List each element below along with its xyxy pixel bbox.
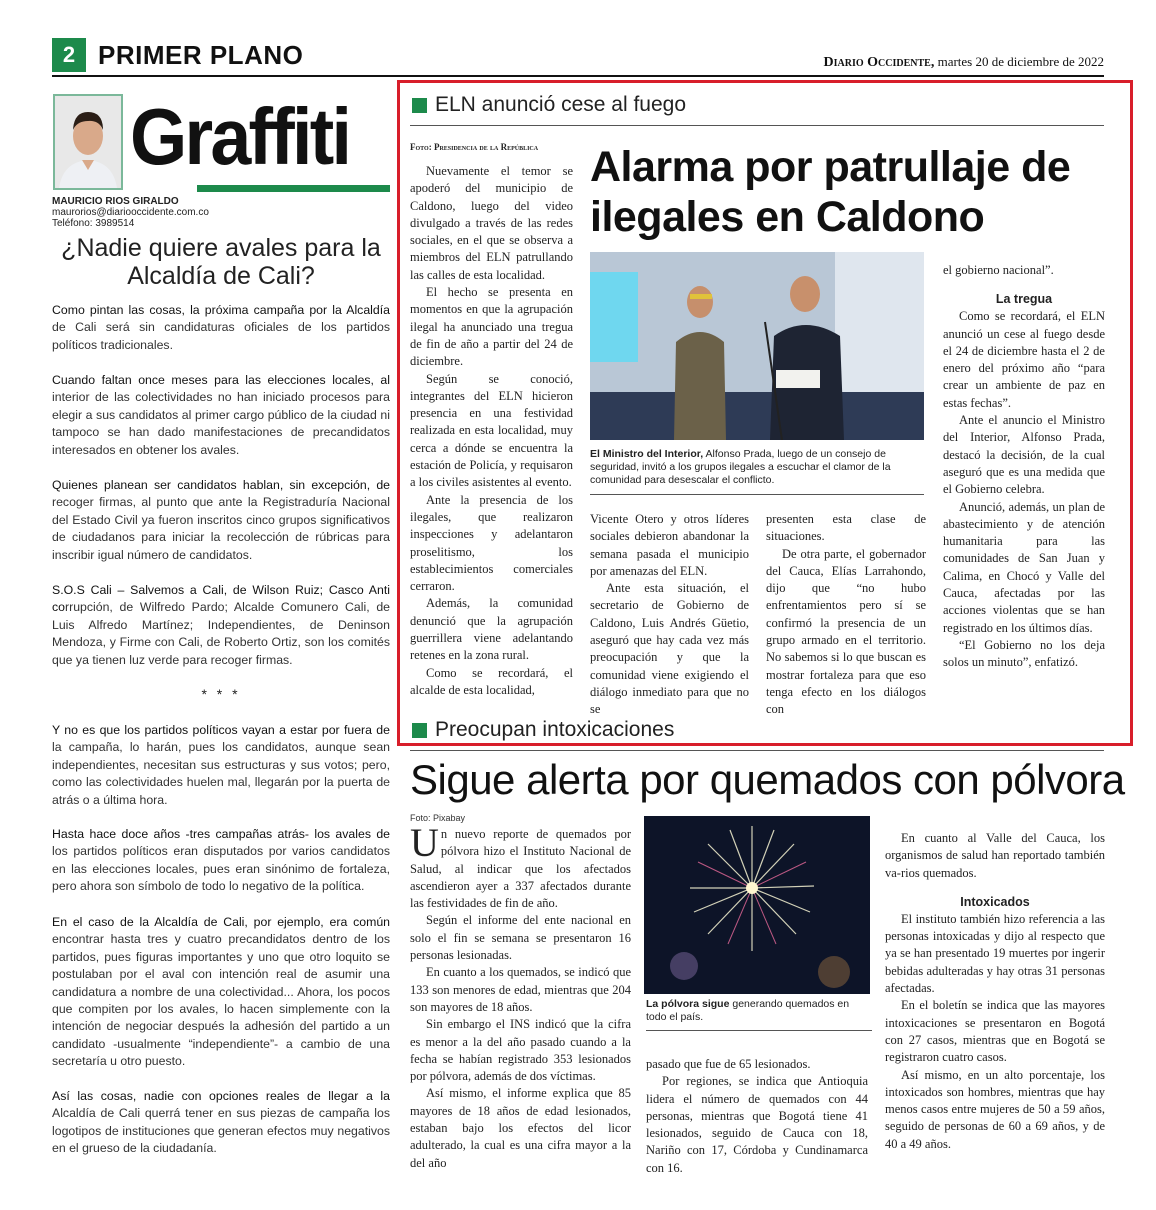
- caption-text: Alfonso Prada, luego de un consejo de seguridad, invitó a los grupos ilegales a escuchar el clamor de la comunidad para desescalar el conflicto.: [590, 448, 891, 486]
- paragraph: Además, la comunidad denunció que la agrupación guerrillera viene adelantando retenes en la zona rural.: [410, 596, 573, 663]
- paragraph: Anunció, además, un plan de abastecimiento y de atención humanitaria para las comunidades de San Juan y Calima, en Chocó y Valle del Cauca, afectadas por las acciones violentas que se han registrado en los últimos días.: [943, 499, 1105, 635]
- caption-rule: [590, 494, 924, 495]
- paragraph-lead: Cuando faltan once meses para las elecciones locales, al: [52, 373, 390, 387]
- column-paragraph: [52, 582, 390, 669]
- paragraph: En cuanto a los quemados, se indicó que 133 son menores de edad, mientras que 204 son mayores de 18 años.: [410, 965, 631, 1014]
- author-email: maurorios@diariooccidente.com.co: [52, 207, 209, 218]
- paragraph: Según el informe del ente nacional en solo el fin se semana se presentaron 16 personas lesionadas.: [410, 913, 631, 963]
- masthead: [824, 54, 1104, 71]
- paragraph: De otra parte, el gobernador del Cauca, Elías Larrahondo, dijo que “no hubo enfrentamientos pero sí se confirmó la presencia de un grupo armado en el territorio. No sabemos si lo que buscan es mostrar fortaleza para que eso tenga efecto en los diálogos con: [766, 546, 926, 717]
- author-phone: Teléfono: 3989514: [52, 218, 135, 229]
- column-paragraph: [52, 1088, 390, 1158]
- photo-credit: Foto: Pixabay: [410, 813, 466, 823]
- press-conference-image: [590, 252, 924, 440]
- caption-rule: [646, 1030, 872, 1031]
- paragraph: Ante el anuncio el Ministro del Interior, Alfonso Prada, destacó la decisión, de la cual aseguró que es una medida que el Gobierno celebra.: [943, 413, 1105, 497]
- paragraph: En cuanto al Valle del Cauca, los organismos de salud han reportado también va-rios quemados.: [885, 831, 1105, 880]
- paragraph: Ante la presencia de los ilegales, que realizaron inspecciones y adelantaron proselitismo, los establecimientos comerciales cerraron.: [410, 492, 573, 594]
- kicker-rule: [410, 750, 1104, 751]
- paragraph: Ante esta situación, el secretario de Gobierno de Caldono, Luis Andrés Güetio, aseguró que hay cada vez más preocupación y que la comunidad viene exigiendo el diálogo inmediato para que no se: [590, 581, 749, 717]
- header-rule: [52, 75, 1104, 77]
- paragraph: pasado que fue de 65 lesionados.: [646, 1057, 811, 1071]
- paragraph: Según se conoció, integrantes del ELN hicieron presencia en una festividad realizada en esta localidad, muy cerca a dónde se encuentra la estación de Policía, y requisaron a los civiles asistentes al evento.: [410, 371, 573, 490]
- paragraph: En el boletín se indica que las mayores intoxicaciones se presentaron en Bogotá con 27 casos, mientras que en Bogotá se registraron cuatro casos.: [885, 998, 1105, 1065]
- article2-col1: [410, 820, 631, 1172]
- kicker-square-icon: [412, 98, 427, 113]
- photo-credit: Foto: Presidencia de la República: [410, 142, 539, 152]
- kicker-text: ELN anunció cese al fuego: [435, 93, 687, 116]
- article1-photo: [590, 252, 924, 440]
- issue-date: martes 20 de diciembre de 2022: [937, 54, 1104, 69]
- paragraph: Como se recordará, el ELN anunció un cese al fuego desde el 24 de diciembre hasta el 2 de enero del próximo año “para crear un ambiente de paz en estas fechas”.: [943, 309, 1105, 410]
- paragraph-text: Alcaldía de Cali querrá tener en sus piezas de campaña los logotipos de instituciones que generan efectos muy negativos en el grueso de la ciudadanía.: [52, 1106, 390, 1156]
- caption-text: generando quemados en todo el país.: [646, 998, 850, 1023]
- paragraph-lead: Hasta hace doce años -tres campañas atrás- los avales de: [52, 827, 390, 841]
- separator: * * *: [201, 686, 241, 702]
- paragraph-lead: Así las cosas, nadie con opciones reales de llegar a la: [52, 1089, 390, 1103]
- paragraph-text: encontrar hasta tres y cuatro precandidatos dentro de los partidos, pues figuras importantes y uno que otro loquito se postulaban por el aval con intención real de asumir una candidatura a nombre de una colectividad... Ahora, los pocos que compiten por los avales, lo hacen simplemente con la intención de negociar después la adhesión del partido a un candidato -usualmente “independiente”- a cambio de una secretaría u otro puesto.: [52, 932, 390, 1069]
- kicker-rule: [410, 125, 1104, 126]
- fireworks-image: [644, 816, 870, 994]
- column-paragraph: [52, 722, 390, 809]
- article2-col2: [646, 1056, 868, 1177]
- paragraph-text: recoger firmas, al punto que ante la Registraduría Nacional del Estado Civil ya fueron inscritos cinco grupos significativos de ciudadanos para iniciar la recolección de rúbricas para inscribir igual número de candidatos.: [52, 495, 390, 562]
- article1-kicker: [412, 93, 686, 117]
- article2-col3: [885, 830, 1105, 1153]
- subhead: Intoxicados: [960, 894, 1030, 909]
- article1-col1: [410, 163, 573, 699]
- paragraph: El hecho se presenta en momentos en que la agrupación ilegal ha anunciado una tregua de fin de año a partir del 24 de diciembre.: [410, 285, 573, 369]
- article1-caption: [590, 448, 924, 487]
- paragraph-lead: Y no es que los partidos políticos vayan a estar por fuera de: [52, 723, 390, 737]
- paragraph-lead: S.O.S Cali – Salvemos a Cali, de Wilson Ruiz; Casco Anti co: [52, 583, 390, 615]
- column-accent-bar: [197, 185, 390, 192]
- paragraph-lead: Quienes planean ser candidatos hablan, sin excepción, de: [52, 478, 390, 492]
- column-paragraph: [52, 372, 390, 459]
- paragraph: el gobierno nacional”.: [943, 263, 1054, 277]
- column-paragraph: [52, 826, 390, 896]
- author-photo: [53, 94, 123, 190]
- dropcap: U: [410, 820, 439, 865]
- article2-headline: Sigue alerta por quemados con pólvora: [410, 756, 1125, 803]
- article1-col3: [766, 511, 926, 719]
- paragraph: Nuevamente el temor se apoderó del municipio de Caldono, luego del video divulgado a través de las redes sociales, en el que se observa a miembros del ELN patrullando las calles de esta localidad.: [410, 164, 573, 282]
- paragraph-text: los partidos políticos eran disputados por varios candidatos en las elecciones locales, pues eran sinónimo de fortaleza, pero ahora son símbolo de todo lo negativo de la política.: [52, 844, 390, 894]
- paragraph: Como se recordará, el alcalde de esta localidad,: [410, 665, 573, 697]
- article1-col2: [590, 511, 749, 719]
- author-portrait-icon: [55, 96, 121, 188]
- paragraph: “El Gobierno no los deja solos un minuto”, enfatizó.: [943, 637, 1105, 670]
- subhead: La tregua: [995, 292, 1053, 307]
- paragraph-text: interior de las colectividades no han iniciado procesos para elegir a sus candidatos al primer cargo público de la ciudad ni tampoco se han dado manifestaciones de precandidatos interesados en obtener los avales.: [52, 390, 390, 457]
- paper-name: Diario Occidente,: [823, 55, 935, 70]
- column-title: ¿Nadie quiere avales para la Alcaldía de Cali?: [61, 234, 381, 290]
- paragraph-lead: En el caso de la Alcaldía de Cali, por ejemplo, era común: [52, 915, 390, 929]
- column-name: Graffiti: [130, 92, 350, 181]
- kicker-text: Preocupan intoxicaciones: [435, 718, 675, 741]
- page-number: 2: [52, 38, 86, 72]
- caption-lead: El Ministro del Interior,: [590, 448, 704, 460]
- article2-photo: [644, 816, 870, 994]
- author-info: [52, 196, 209, 229]
- paragraph-text: de Cali será sin candidaturas oficiales de los partidos políticos tradicionales.: [52, 320, 390, 352]
- column-paragraph: [52, 302, 390, 354]
- paragraph: presenten esta clase de situaciones.: [766, 512, 926, 544]
- paragraph-lead: Como pintan las cosas, la próxima campaña por la Alcaldía: [52, 303, 390, 317]
- paragraph: El instituto también hizo referencia a las personas intoxicadas y dijo al respecto que ya se han presentado 19 muertes por ingerir bebidas adulteradas y hay otras 31 personas afectadas.: [885, 911, 1105, 996]
- paragraph: Sin embargo el INS indicó que la cifra es menor a la del año pasado cuando a la fecha se habían registrado 353 lesionados por pólvora, además de dos víctimas.: [410, 1017, 631, 1084]
- kicker-square-icon: [412, 723, 427, 738]
- author-name: MAURICIO RIOS GIRALDO: [52, 196, 179, 207]
- paragraph-text: rrupción, de Wilfredo Pardo; Alcalde Comunero Cali, de Luis Alfredo Martínez; Independientes, de Deninson Mendoza, y Firme con Cali, de Roberto Ortiz, son los comités que ya tienen luz verde para recoger firmas.: [52, 600, 390, 667]
- column-paragraph: [52, 914, 390, 1071]
- paragraph: Así mismo, el informe explica que 85 mayores de 18 años de edad lesionados, estaban bajo los efectos del licor adulterado, la cual es una cifra mayor a la del año: [410, 1086, 631, 1170]
- article2-kicker: [412, 718, 674, 742]
- article1-headline: Alarma por patrullaje de ilegales en Caldono: [590, 143, 1071, 241]
- article2-caption: [646, 998, 872, 1024]
- article1-col4: [943, 262, 1105, 672]
- paragraph: Por regiones, se indica que Antioquia lidera el número de quemados con 44 personas, mientras que Bogotá tiene 41 lesionados, seguido de Cauca con 18, Nariño con 17, Córdoba y Cundinamarca con 16.: [646, 1074, 868, 1175]
- column-paragraph: [52, 477, 390, 564]
- section-title: PRIMER PLANO: [98, 40, 304, 70]
- paragraph-text: la campaña, lo harán, pues los candidatos, aunque sean independientes, necesitan sus estructuras y sus votos; pero, como las colectividades huelen mal, llegarán por la puerta de atrás o a última hora.: [52, 740, 390, 807]
- paragraph: Así mismo, en un alto porcentaje, los intoxicados son hombres, mientras que hay menos casos entre mujeres de 50 a 59 años, seguido de personas de 60 a 69 años, y de 40 a 49 años.: [885, 1067, 1105, 1151]
- paragraph: Vicente Otero y otros líderes sociales debieron abandonar la semana pasada el municipio por amenazas del ELN.: [590, 512, 749, 578]
- paragraph: n nuevo reporte de quemados por pólvora hizo el Instituto Nacional de Salud, al indicar que los afectados ascendieron ayer a 337 afectados durante las festividades de fin de año.: [410, 827, 631, 911]
- caption-lead: La pólvora sigue: [646, 998, 730, 1010]
